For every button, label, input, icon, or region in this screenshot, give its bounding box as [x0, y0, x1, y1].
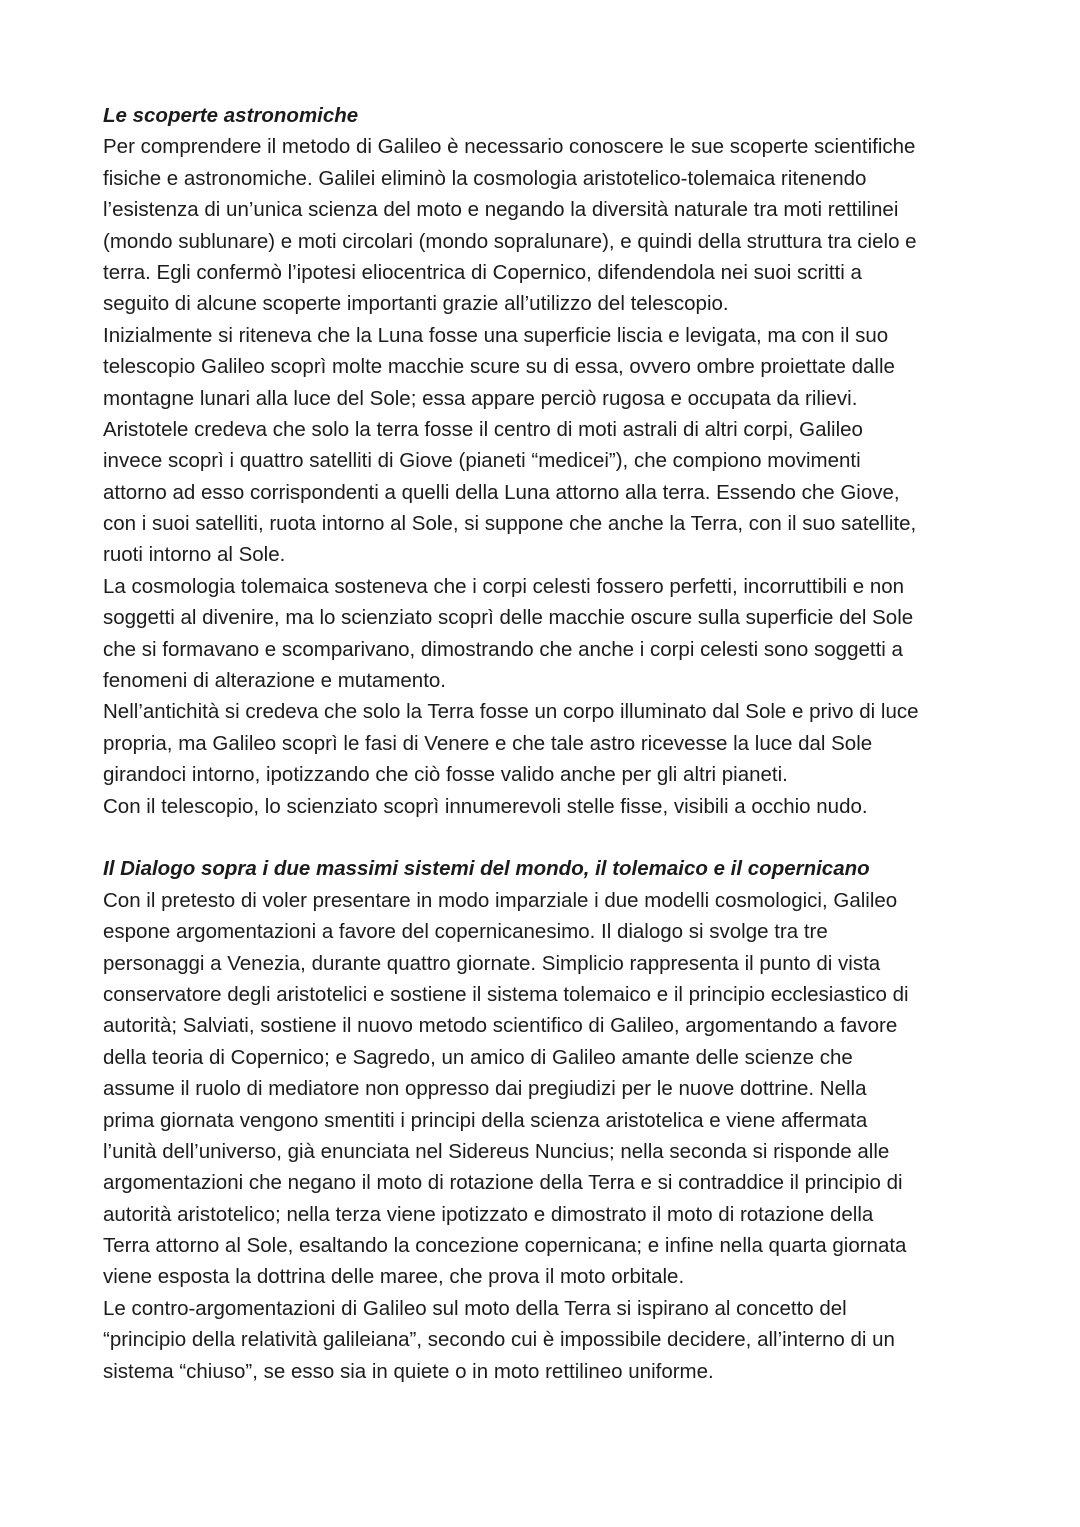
text-line: La cosmologia tolemaica sosteneva che i corpi celesti fossero perfetti, incorruttibili e non — [103, 574, 905, 598]
text-line: montagne lunari alla luce del Sole; essa appare perciò rugosa e occupata da rilievi. — [103, 386, 858, 410]
text-line: Terra attorno al Sole, esaltando la concezione copernicana; e infine nella quarta giornata — [103, 1234, 907, 1258]
section-heading: Il Dialogo sopra i due massimi sistemi del mondo, il tolemaico e il copernicano — [103, 857, 870, 881]
text-line: terra. Egli confermò l’ipotesi eliocentrica di Copernico, difendendola nei suoi scritti a — [103, 260, 862, 284]
section-scoperte-astronomiche — [103, 100, 983, 822]
text-line: propria, ma Galileo scoprì le fasi di Venere e che tale astro ricevesse la luce dal Sole — [103, 731, 873, 755]
text-line: invece scoprì i quattro satelliti di Giove (pianeti “medicei”), che compiono movimenti — [103, 449, 861, 473]
section-body — [103, 885, 983, 1387]
section-heading: Le scoperte astronomiche — [103, 104, 359, 127]
paragraph-gap — [103, 822, 983, 853]
text-line: seguito di alcune scoperte importanti grazie all’utilizzo del telescopio. — [103, 292, 729, 316]
text-line: con i suoi satelliti, ruota intorno al Sole, si suppone che anche la Terra, con il suo satellite, — [103, 512, 917, 536]
text-line: viene esposta la dottrina delle maree, che prova il moto orbitale. — [103, 1265, 685, 1289]
text-line: sistema “chiuso”, se esso sia in quiete o in moto rettilineo uniforme. — [103, 1359, 714, 1383]
text-line: (mondo sublunare) e moti circolari (mondo sopralunare), e quindi della struttura tra cielo e — [103, 229, 917, 253]
text-line: girandoci intorno, ipotizzando che ciò fosse valido anche per gli altri pianeti. — [103, 763, 788, 787]
text-line: conservatore degli aristotelici e sostiene il sistema tolemaico e il principio ecclesiastico di — [103, 982, 909, 1006]
text-line: Le contro-argomentazioni di Galileo sul moto della Terra si ispirano al concetto del — [103, 1296, 847, 1320]
section-body — [103, 131, 983, 822]
text-line: personaggi a Venezia, durante quattro giornate. Simplicio rappresenta il punto di vista — [103, 951, 881, 975]
text-line: Nell’antichità si credeva che solo la Terra fosse un corpo illuminato dal Sole e privo di luce — [103, 700, 919, 724]
text-line: telescopio Galileo scoprì molte macchie scure su di essa, ovvero ombre proiettate dalle — [103, 355, 895, 379]
text-line: della teoria di Copernico; e Sagredo, un amico di Galileo amante delle scienze che — [103, 1045, 853, 1069]
text-line: attorno ad esso corrispondenti a quelli della Luna attorno alla terra. Essendo che Giove, — [103, 480, 900, 504]
text-line: l’esistenza di un’unica scienza del moto e negando la diversità naturale tra moti rettilinei — [103, 198, 899, 222]
text-line: fenomeni di alterazione e mutamento. — [103, 669, 447, 693]
text-line: autorità aristotelico; nella terza viene ipotizzato e dimostrato il moto di rotazione della — [103, 1202, 874, 1226]
text-line: Aristotele credeva che solo la terra fosse il centro di moti astrali di altri corpi, Galileo — [103, 417, 863, 441]
text-line: “principio della relatività galileiana”, secondo cui è impossibile decidere, all’interno di un — [103, 1328, 895, 1352]
text-line: argomentazioni che negano il moto di rotazione della Terra e si contraddice il principio di — [103, 1171, 903, 1195]
text-line: soggetti al divenire, ma lo scienziato scoprì delle macchie oscure sulla superficie del Sole — [103, 606, 914, 630]
text-line: che si formavano e scomparivano, dimostrando che anche i corpi celesti sono soggetti a — [103, 637, 903, 661]
text-line: Inizialmente si riteneva che la Luna fosse una superficie liscia e levigata, ma con il suo — [103, 323, 889, 347]
text-line: autorità; Salviati, sostiene il nuovo metodo scientifico di Galileo, argomentando a favore — [103, 1014, 898, 1038]
text-line: Con il pretesto di voler presentare in modo imparziale i due modelli cosmologici, Galileo — [103, 888, 898, 912]
text-line: espone argomentazioni a favore del copernicanesimo. Il dialogo si svolge tra tre — [103, 920, 828, 944]
text-line: ruoti intorno al Sole. — [103, 543, 286, 567]
document-page — [103, 100, 983, 1387]
text-line: fisiche e astronomiche. Galilei eliminò la cosmologia aristotelico-tolemaica ritenendo — [103, 166, 867, 190]
text-line: assume il ruolo di mediatore non oppresso dai pregiudizi per le nuove dottrine. Nella — [103, 1077, 867, 1101]
text-line: l’unità dell’universo, già enunciata nel Sidereus Nuncius; nella seconda si risponde alle — [103, 1139, 890, 1163]
text-line: Per comprendere il metodo di Galileo è necessario conoscere le sue scoperte scientifiche — [103, 135, 916, 159]
text-line: prima giornata vengono smentiti i principi della scienza aristotelica e viene affermata — [103, 1108, 868, 1132]
section-dialogo — [103, 853, 983, 1387]
text-line: Con il telescopio, lo scienziato scoprì innumerevoli stelle fisse, visibili a occhio nudo. — [103, 794, 868, 818]
